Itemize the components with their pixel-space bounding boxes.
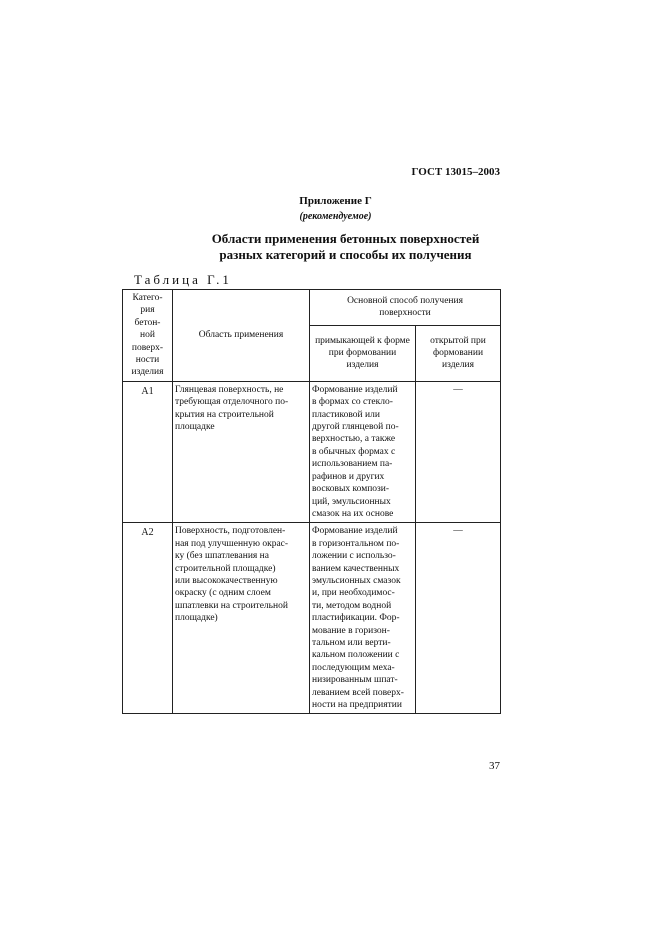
standard-number: ГОСТ 13015–2003 (411, 166, 500, 178)
header-method: Основной способ получения поверхности (310, 290, 501, 326)
row-category: А2 (123, 523, 173, 714)
header-open: открытой при формовании изделия (416, 325, 501, 381)
appendix-title: Приложение Г (299, 195, 372, 207)
application-table (122, 289, 501, 714)
appendix-heading-line: Области применения бетонных поверхностей (211, 231, 480, 246)
row-adjacent: Формование изделий в горизонтальном по- ложении с использо- ванием качественных эмульсионных смазок и, при необходимос- ти, методом водной пластификации. Фор- мование в горизон- тальном или верти- кальном положении с последующим меха- низированным шпат- леванием всей поверх- ности на предприятии (310, 523, 416, 714)
row-adjacent: Формование изделий в формах со стекло- пластиковой или другой глянцевой по- верхностью, а также в обычных формах с использованием па- рафинов и других восковых компози- ций, эмульсионных смазок на их основе (310, 381, 416, 522)
row-area: Глянцевая поверхность, не требующая отделочного по- крытия на строительной площадке (173, 381, 310, 522)
table-row (123, 381, 501, 522)
page-number: 37 (489, 760, 500, 772)
row-open: — (416, 381, 501, 522)
table-row (123, 523, 501, 714)
appendix-status: (рекомендуемое) (299, 211, 372, 222)
header-row (123, 290, 501, 326)
appendix-heading-line: разных категорий и способы их получения (219, 247, 472, 262)
row-category: А1 (123, 381, 173, 522)
appendix-heading (0, 231, 661, 263)
row-area: Поверхность, подготовлен- ная под улучшенную окрас- ку (без шпатлевания на строительной площадке) или высококачественную окраску (с одним слоем шпатлевки на строительной площадке) (173, 523, 310, 714)
header-area: Область применения (173, 290, 310, 382)
row-open: — (416, 523, 501, 714)
header-category: Катего- рия бетон- ной поверх- ности изделия (123, 290, 173, 382)
table-label: Таблица Г.1 (134, 272, 232, 287)
header-adjacent: примыкающей к форме при формовании изделия (310, 325, 416, 381)
